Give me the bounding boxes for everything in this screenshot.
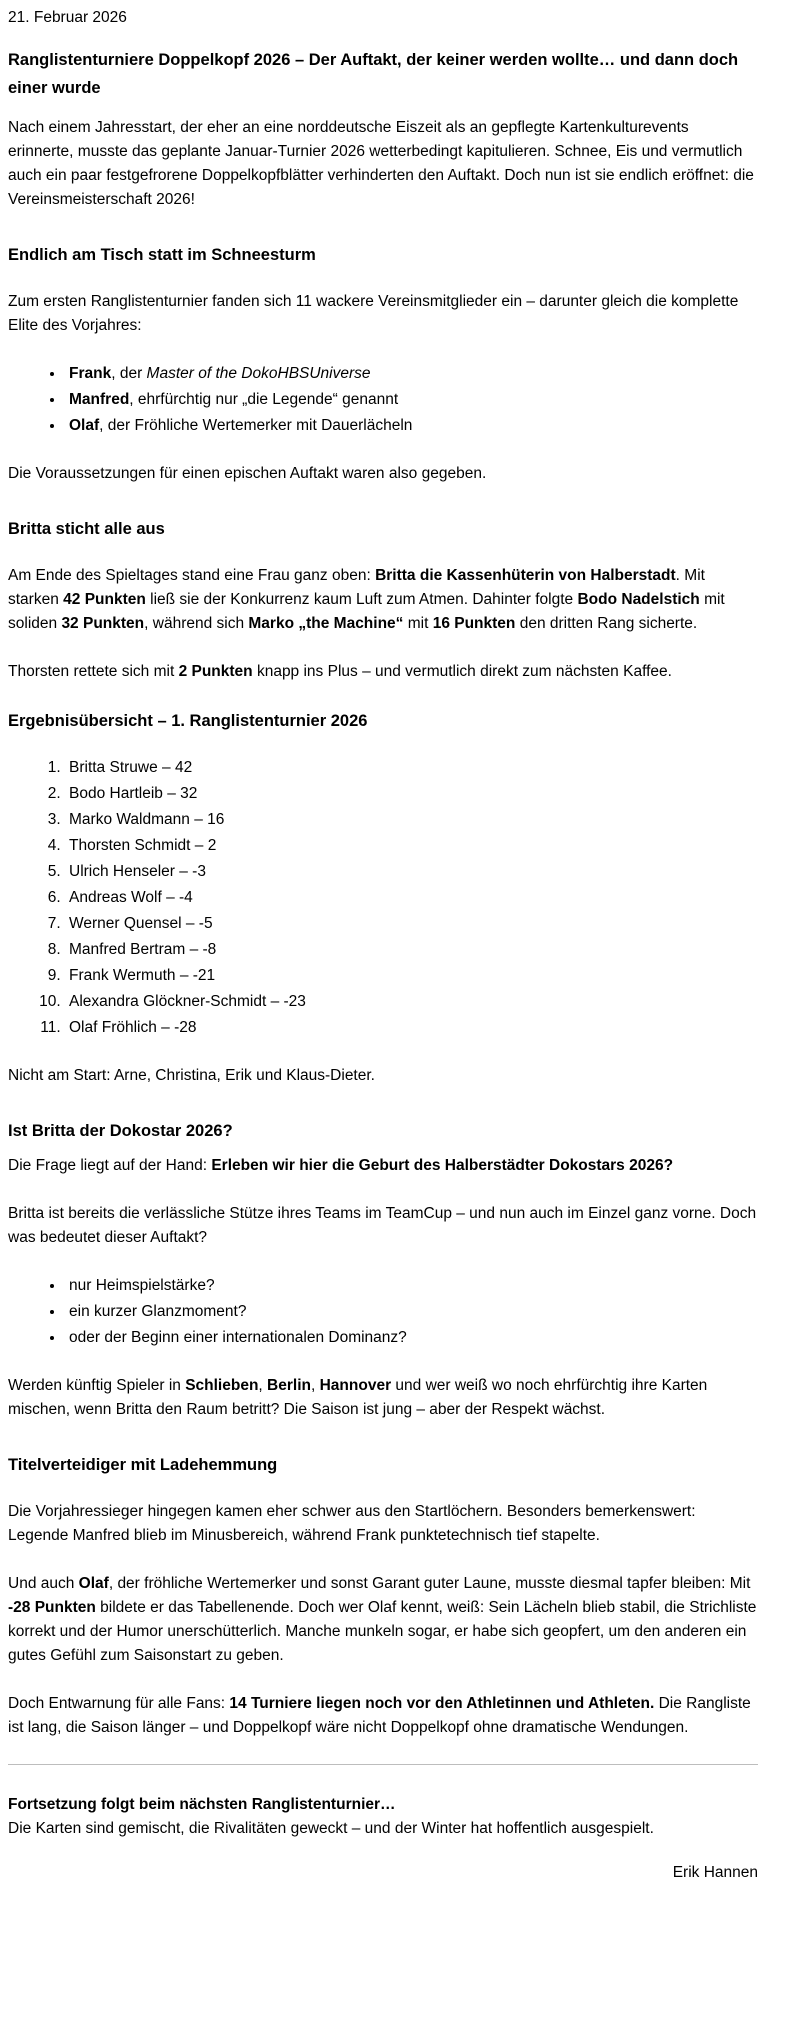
text-run: den dritten Rang sicherte. [515, 615, 698, 632]
text-run: Ist Britta der Dokostar 2026? [8, 1122, 233, 1140]
text-run: Am Ende des Spieltages stand eine Frau ganz oben: [8, 567, 376, 584]
text-run: Bodo Nadelstich [577, 591, 700, 608]
list-item [65, 414, 758, 438]
text-run: -28 Punkten [8, 1599, 96, 1616]
text-run: Ranglistenturniere Doppelkopf 2026 – Der Auftakt, der keiner werden wollte… und dann doch einer wurde [8, 51, 739, 97]
text-run: 42 Punkten [63, 591, 146, 608]
paragraph [8, 564, 758, 636]
text-run: nur Heimspielstärke? [69, 1277, 215, 1294]
text-run: Erleben wir hier die Geburt des Halberstädter Dokostars 2026? [211, 1157, 674, 1174]
paragraph [8, 1692, 758, 1740]
list-item [65, 388, 758, 412]
section-heading-britta [8, 516, 758, 542]
text-run: , der fröhliche Wertemerker und sonst Garant guter Laune, musste diesmal tapfer bleiben: Mit [108, 1575, 751, 1592]
text-run: Britta sticht alle aus [8, 520, 165, 538]
text-run: Fortsetzung folgt beim nächsten Ranglistenturnier… [8, 1796, 396, 1813]
text-run: Die Frage liegt auf der Hand: [8, 1157, 212, 1174]
text-run: 21. Februar 2026 [8, 9, 127, 26]
text-run: Zum ersten Ranglistenturnier fanden sich 11 wackere Vereinsmitglieder ein – darunter gleich die komplette Elite des Vorjahres: [8, 293, 739, 334]
text-run: Andreas Wolf – -4 [69, 889, 193, 906]
text-run: Die Vorjahressieger hingegen kamen eher schwer aus den Startlöchern. Besonders bemerkenswert: Legende Manfred blieb im Minusbereich, während Frank punktetechnisch tief stapelte. [8, 1503, 696, 1544]
text-run: Manfred [69, 391, 130, 408]
list-item [65, 808, 758, 832]
question-list [8, 1274, 758, 1350]
paragraph [8, 1500, 758, 1548]
text-run: 14 Turniere liegen noch vor den Athletinnen und Athleten. [229, 1695, 655, 1712]
text-run: Schlieben [185, 1377, 259, 1394]
article-title [8, 46, 758, 102]
text-run: Bodo Hartleib – 32 [69, 785, 198, 802]
list-item [65, 1300, 758, 1324]
text-run: , [258, 1377, 268, 1394]
section-heading-schneesturm [8, 242, 758, 268]
text-run: 32 Punkten [61, 615, 145, 632]
text-run: , der Fröhliche Wertemerker mit Dauerlächeln [99, 417, 413, 434]
text-run: ließ sie der Konkurrenz kaum Luft zum Atmen. Dahinter folgte [145, 591, 578, 608]
text-run: , der [111, 365, 147, 382]
text-run: mit soliden [8, 591, 725, 632]
list-item [65, 1016, 758, 1040]
intro-paragraph [8, 116, 758, 212]
divider [8, 1764, 758, 1765]
text-run: Titelverteidiger mit Ladehemmung [8, 1456, 278, 1474]
results-heading [8, 708, 758, 734]
date-line [8, 6, 758, 30]
list-item [65, 782, 758, 806]
text-run: 16 Punkten [432, 615, 516, 632]
text-run: Master of the DokoHBSUniverse [146, 365, 371, 382]
text-run: Britta die Kassenhüterin von Halberstadt [375, 567, 676, 584]
text-run: Werner Quensel – -5 [69, 915, 213, 932]
elite-list [8, 362, 758, 438]
text-run: Thorsten rettete sich mit [8, 663, 179, 680]
text-run: Frank [69, 365, 112, 382]
text-run: ein kurzer Glanzmoment? [69, 1303, 247, 1320]
text-run: , ehrfürchtig nur „die Legende“ genannt [129, 391, 399, 408]
list-item [65, 362, 758, 386]
text-run: Doch Entwarnung für alle Fans: [8, 1695, 230, 1712]
list-item [65, 1274, 758, 1298]
text-run: Ergebnisübersicht – 1. Ranglistenturnier 2026 [8, 712, 368, 730]
text-run: Die Rangliste ist lang, die Saison länger – und Doppelkopf wäre nicht Doppelkopf ohne dramatische Wendungen. [8, 1695, 751, 1736]
text-run: . Mit starken [8, 567, 705, 608]
list-item [65, 834, 758, 858]
titleholder-heading [8, 1452, 758, 1478]
dokostar-heading [8, 1118, 758, 1144]
paragraph [8, 1572, 758, 1668]
text-run: Alexandra Glöckner-Schmidt – -23 [69, 993, 306, 1010]
text-run: , [310, 1377, 320, 1394]
text-run: Marko Waldmann – 16 [69, 811, 225, 828]
text-run: mit [403, 615, 433, 632]
text-run: Hannover [319, 1377, 392, 1394]
text-run: Ulrich Henseler – -3 [69, 863, 206, 880]
paragraph [8, 1202, 758, 1250]
text-run: Olaf [69, 417, 100, 434]
results-list [8, 756, 758, 1040]
list-item [65, 938, 758, 962]
text-run: Die Karten sind gemischt, die Rivalitäten geweckt – und der Winter hat hoffentlich ausgespielt. [8, 1820, 654, 1837]
paragraph [8, 290, 758, 338]
text-run: Britta ist bereits die verlässliche Stütze ihres Teams im TeamCup – und nun auch im Einzel ganz vorne. Doch was bedeutet dieser Auftakt? [8, 1205, 757, 1246]
text-run: Berlin [267, 1377, 311, 1394]
text-run: Nach einem Jahresstart, der eher an eine norddeutsche Eiszeit als an gepflegte Kartenkulturevents erinnerte, musste das geplante Januar-Turnier 2026 wetterbedingt kapitulieren. Schnee, Eis und vermutlich auch ein paar festgefrorene Doppelkopfblätter verhinderten den Auftakt. Doch nun ist sie endlich eröffnet: die Vereinsmeisterschaft 2026! [8, 119, 754, 208]
text-run: Manfred Bertram – -8 [69, 941, 217, 958]
paragraph [8, 1374, 758, 1422]
list-item [65, 964, 758, 988]
paragraph [8, 660, 758, 684]
list-item [65, 886, 758, 910]
closing-paragraph [8, 1793, 758, 1841]
list-item [65, 990, 758, 1014]
text-run: Nicht am Start: Arne, Christina, Erik und Klaus-Dieter. [8, 1067, 375, 1084]
text-run: Olaf Fröhlich – -28 [69, 1019, 197, 1036]
text-run: , während sich [144, 615, 249, 632]
paragraph [8, 462, 758, 486]
document-body [8, 6, 758, 1885]
text-run: Thorsten Schmidt – 2 [69, 837, 217, 854]
text-run: oder der Beginn einer internationalen Dominanz? [69, 1329, 407, 1346]
text-run: 2 Punkten [178, 663, 253, 680]
text-run: knapp ins Plus – und vermutlich direkt zum nächsten Kaffee. [252, 663, 672, 680]
text-run: Erik Hannen [672, 1864, 758, 1881]
text-run: Endlich am Tisch statt im Schneesturm [8, 246, 316, 264]
text-run: Marko „the Machine“ [248, 615, 404, 632]
text-run: Und auch [8, 1575, 79, 1592]
text-run: Werden künftig Spieler in [8, 1377, 186, 1394]
text-run: Frank Wermuth – -21 [69, 967, 216, 984]
text-run: bildete er das Tabellenende. Doch wer Olaf kennt, weiß: Sein Lächeln blieb stabil, die Strichliste korrekt und der Humor unerschütterlich. Manche munkeln sogar, er habe sich geopfert, um den anderen ein gutes Gefühl zum Saisonstart zu geben. [8, 1599, 757, 1664]
list-item [65, 756, 758, 780]
list-item [65, 912, 758, 936]
paragraph [8, 1154, 758, 1178]
text-run: Die Voraussetzungen für einen epischen Auftakt waren also gegeben. [8, 465, 487, 482]
text-run: Olaf [78, 1575, 109, 1592]
author-signature [8, 1861, 758, 1885]
paragraph [8, 1064, 758, 1088]
text-run: Britta Struwe – 42 [69, 759, 193, 776]
list-item [65, 860, 758, 884]
text-run: und wer weiß wo noch ehrfürchtig ihre Karten mischen, wenn Britta den Raum betritt? Die Saison ist jung – aber der Respekt wächst. [8, 1377, 708, 1418]
list-item [65, 1326, 758, 1350]
